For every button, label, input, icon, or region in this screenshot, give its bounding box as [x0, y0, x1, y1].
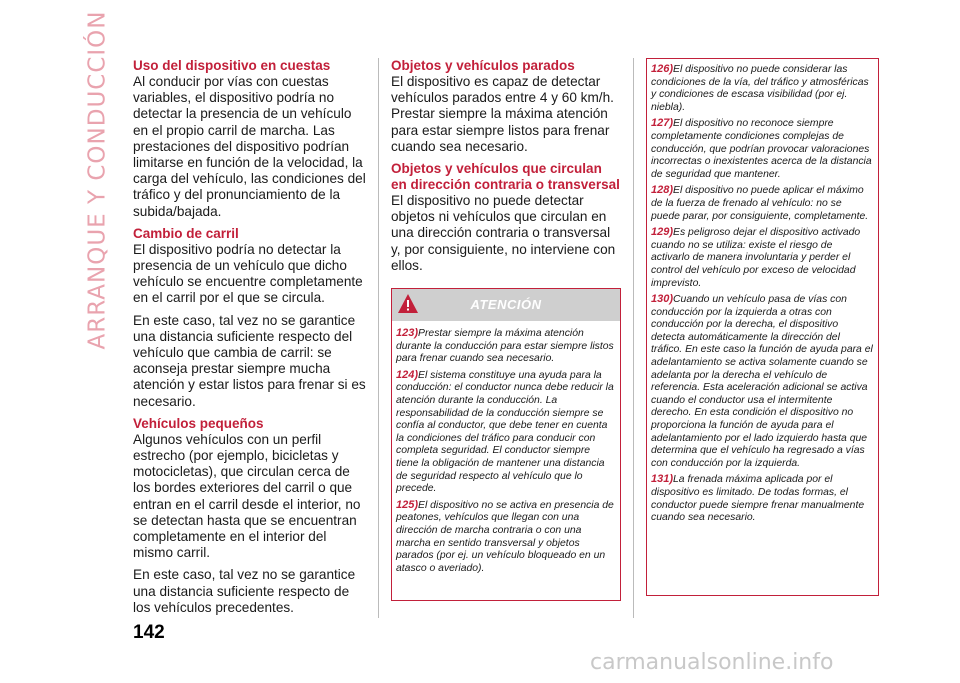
note-number: 126) [651, 63, 674, 75]
note-item [651, 117, 873, 181]
section-tab [82, 10, 112, 350]
note-item [651, 63, 873, 114]
note-item [651, 473, 873, 524]
note-item [651, 293, 873, 470]
note-number: 129) [651, 226, 674, 239]
note-number: 131) [651, 473, 674, 486]
note-number: 124) [396, 368, 419, 381]
heading-vehiculos-pequenos: Vehículos pequeños [133, 415, 264, 431]
column-divider [633, 58, 634, 618]
paragraph: El dispositivo podría no detectar la presencia de un vehículo que dicho vehículo se encuentre completamente en el carril por el que se circula. [133, 241, 363, 306]
note-text: El dispositivo no puede aplicar el máximo de la fuerza de frenado al vehículo: no se puede parar, por consiguiente, completamente. [651, 185, 869, 222]
note-number: 130) [651, 293, 674, 306]
note-item [651, 226, 873, 290]
note-text: El dispositivo no puede considerar las condiciones de la vía, del tráfico y atmosféricas y condiciones de escasa visibilidad (por ej. niebla). [651, 64, 869, 113]
paragraph: El dispositivo no puede detectar objetos ni vehículos que circulan en una dirección contraria o transversal y, por consiguiente, no interviene con ellos. [391, 193, 616, 273]
note-item [651, 184, 873, 223]
paragraph: Algunos vehículos con un perfil estrecho (por ejemplo, bicicletas y motocicletas), que circulan cerca de los bordes exteriores del carril o que entran en el carril desde el interior, no se detectan hasta que se encuentran completamente en el interior del mismo carril. [133, 431, 361, 561]
heading-objetos-contraria: Objetos y vehículos que circulan en dirección contraria o transversal [391, 161, 620, 193]
warning-header [392, 289, 620, 321]
heading-objetos-parados: Objetos y vehículos parados [391, 58, 575, 73]
note-text: Cuando un vehículo pasa de vías con conducción por la izquierda a otras con conducción por la derecha, el dispositivo detecta automáticamente la dirección del tráfico. En este caso la función de ayuda para el adelantamiento se activa solamente cuando se adelanta por la derecha el vehículo de referencia. Esta aceleración adicional se activa cuando el conductor usa el intermitente derecho. En esta condición el dispositivo no proporciona la función de ayuda para el adelantamiento por el lado izquierdo hasta que determina que el vehículo ha regresado a vías con conducción por la izquierda. [651, 294, 873, 469]
note-text: La frenada máxima aplicada por el dispositivo es limitado. De todas formas, el conductor puede siempre frenar manualmente cuando sea necesario. [651, 474, 865, 524]
paragraph: Al conducir por vías con cuestas variables, el dispositivo podría no detectar la presencia de un vehículo en el propio carril de marcha. Las prestaciones del dispositivo podrían limitarse en función de la velocidad, la carga del vehículo, las condiciones del tráfico y del pronunciamiento de la subida/bajada. [133, 74, 366, 219]
note-item [396, 369, 615, 496]
note-text: Es peligroso dejar el dispositivo activado cuando no se utiliza: existe el riesgo de activarlo de manera involuntaria y perder el control del vehículo por exceso de velocidad imprevisto. [651, 227, 861, 289]
notes-box [646, 58, 879, 596]
paragraph: En este caso, tal vez no se garantice una distancia suficiente respecto de los vehículos precedentes. [133, 567, 356, 615]
column-divider [378, 58, 379, 618]
watermark: carmanualsonline.info [590, 650, 834, 675]
warning-box [391, 288, 621, 601]
paragraph: En este caso, tal vez no se garantice una distancia suficiente respecto del vehículo que cambia de carril: se aconseja prestar siempre mucha atención y estar listos para frenar si es necesario. [133, 312, 366, 409]
note-item [396, 499, 615, 576]
column-middle [391, 58, 621, 280]
warning-notes [392, 321, 620, 575]
paragraph: El dispositivo es capaz de detectar vehículos parados entre 4 y 60 km/h. Prestar siempre la máxima atención para estar siempre listos para frenar cuando sea necesario. [391, 74, 614, 154]
heading-uso-cuestas: Uso del dispositivo en cuestas [133, 58, 331, 73]
page-number: 142 [133, 622, 165, 643]
column-left [133, 58, 366, 622]
note-text: El sistema constituye una ayuda para la conducción: el conductor nunca debe reducir la atención durante la conducción. La responsabilidad de la conducción siempre se confía al conductor, que debe tener en cuenta la condiciones del tráfico para conducir con completa seguridad. El conductor siempre tiene la obligación de mantener una distancia de seguridad respecto al vehículo que lo precede. [396, 369, 614, 495]
note-text: Prestar siempre la máxima atención durante la conducción para estar siempre listos para frenar cuando sea necesario. [396, 328, 614, 365]
note-number: 128) [651, 184, 674, 197]
note-number: 123) [396, 327, 419, 339]
note-text: El dispositivo no se activa en presencia de peatones, vehículos que llegan con una dirección de marcha contraria o con una marcha en sentido transversal y objetos parados (por ej. un vehículo bloqueado en un atasco o averiado). [396, 499, 614, 574]
note-number: 127) [651, 117, 674, 130]
note-number: 125) [396, 498, 419, 511]
heading-cambio-carril: Cambio de carril [133, 225, 239, 241]
warning-title: ATENCIÓN [470, 297, 542, 312]
section-tab-label: ARRANQUE Y CONDUCCIÓN [84, 10, 110, 350]
note-item [396, 327, 615, 366]
note-text: El dispositivo no reconoce siempre completamente condiciones complejas de conducción, que podrían provocar valoraciones incorrectas o inexistentes acerca de la distancia de seguridad que mantener. [651, 118, 872, 180]
